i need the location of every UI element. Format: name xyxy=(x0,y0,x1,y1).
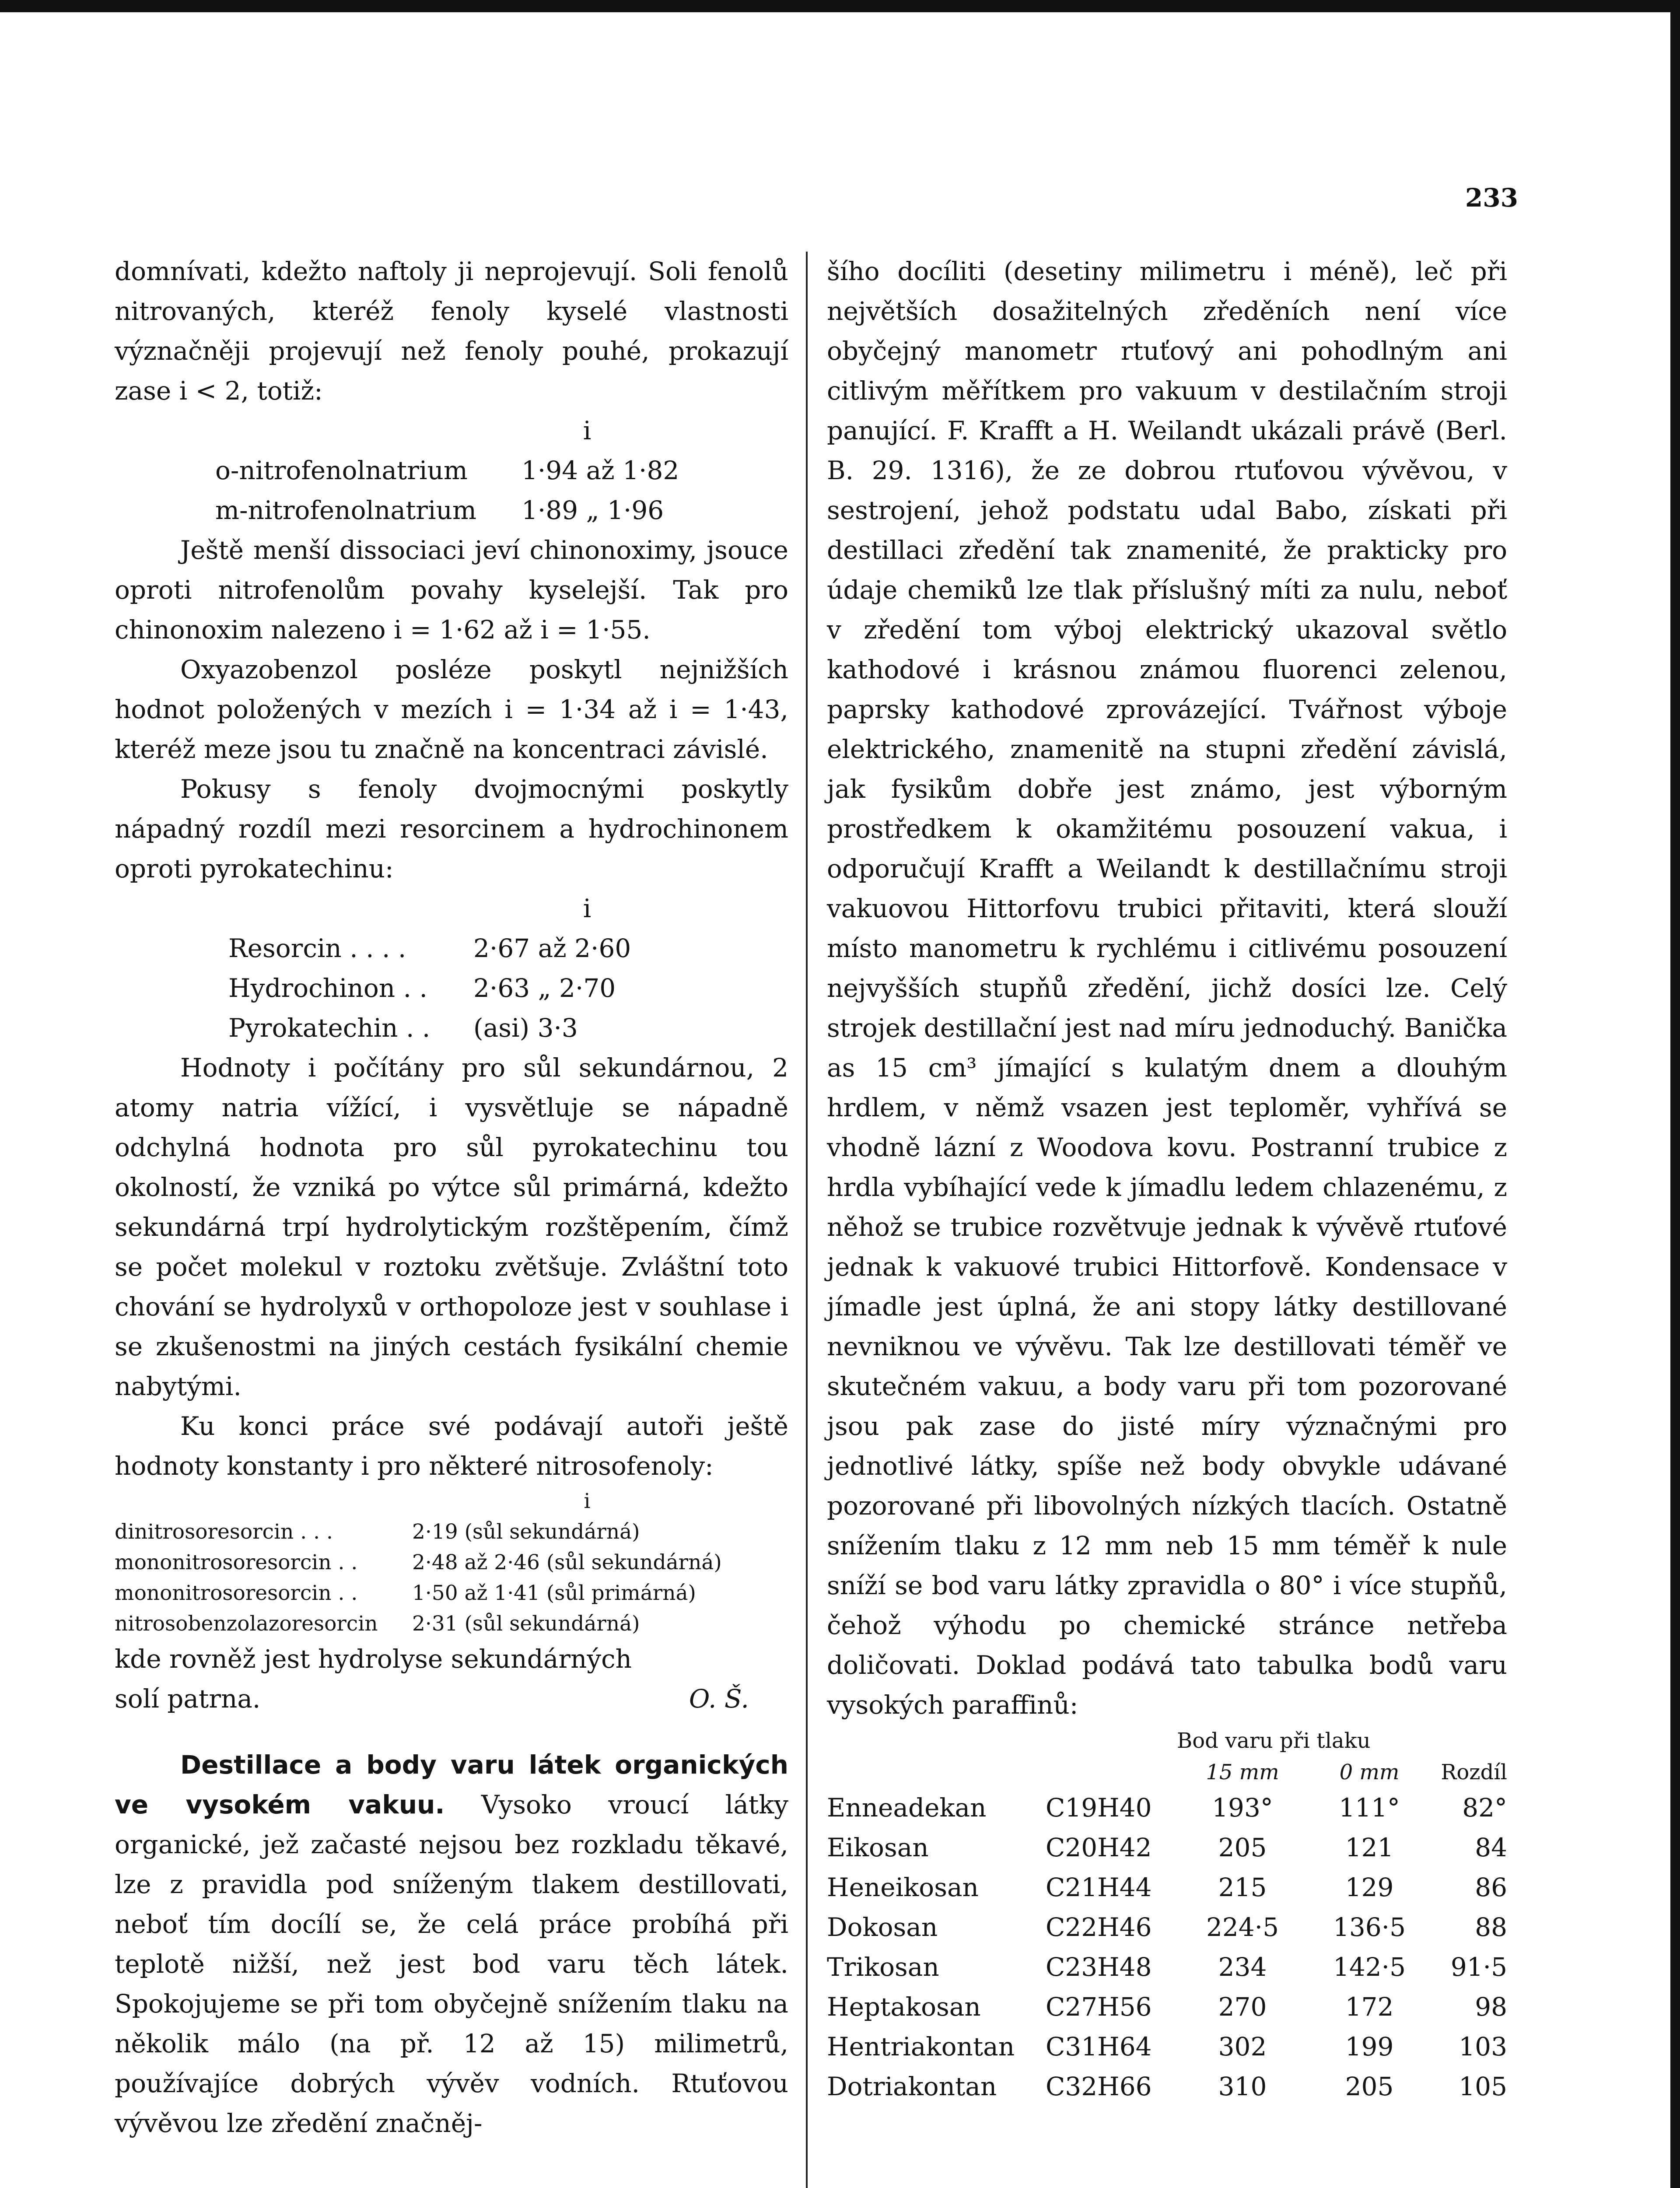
compound-formula: C23H48 xyxy=(1046,1952,1152,1982)
table-row xyxy=(228,968,788,1008)
bp-difference: 98 xyxy=(1475,1992,1507,2022)
compound-name: Hentriakontan xyxy=(827,2032,1015,2062)
row-label: m-nitrofenolnatrium xyxy=(215,495,476,525)
table-row xyxy=(215,451,788,491)
row-label: mononitrosoresorcin . . xyxy=(115,1550,358,1574)
left-column xyxy=(115,252,788,2143)
col-header-rozdil: Rozdíl xyxy=(1441,1760,1507,1785)
data-table xyxy=(115,1517,788,1639)
bp-difference: 105 xyxy=(1459,2072,1507,2101)
table-row xyxy=(827,1868,1507,1907)
paragraph: Ještě menší dissociaci jeví chinonoximy, jsouce oproti nitrofenolům povahy kyselejší. Tak pro chinonoxim nalezeno i = 1·62 až i = 1·55. xyxy=(115,535,788,645)
compound-formula: C21H44 xyxy=(1046,1872,1152,1902)
compound-name: Heptakosan xyxy=(827,1992,981,2022)
scan-edge-right xyxy=(1670,0,1680,2188)
compound-formula: C32H66 xyxy=(1046,2072,1152,2101)
row-value: 2·63 „ 2·70 xyxy=(473,973,616,1003)
bp-difference: 103 xyxy=(1459,2032,1507,2062)
bp-difference: 91·5 xyxy=(1450,1952,1507,1982)
row-value: 1·89 „ 1·96 xyxy=(522,495,664,525)
paragraph: Vysoko vroucí látky organické, jež začasté nejsou bez rozkladu těkavé, lze z pravidla pod sníženým tlakem destillovati, neboť tím docílí se, že celá práce probíhá při teplotě nižší, než jest bod varu těch látek. Spokojujeme se při tom obyčejně snížením tlaku na několik málo (na př. 12 až 15) milimetrů, používajíce dobrých vývěv vodních. Rtuťovou vývěvou lze zředění značněj- xyxy=(115,1790,789,2138)
bp-15mm: 302 xyxy=(1218,2032,1267,2062)
table-row xyxy=(228,1008,788,1048)
compound-formula: C31H64 xyxy=(1046,2032,1152,2062)
compound-name: Dotriakontan xyxy=(827,2072,997,2101)
table-row xyxy=(827,1987,1507,2027)
data-table xyxy=(115,929,788,1048)
bp-0mm: 172 xyxy=(1345,1992,1394,2022)
row-value: 1·50 až 1·41 (sůl primárná) xyxy=(412,1581,696,1605)
bp-15mm: 224·5 xyxy=(1206,1912,1279,1942)
compound-formula: C22H46 xyxy=(1046,1912,1152,1942)
table-row xyxy=(827,2027,1507,2067)
closing-line xyxy=(115,1639,788,1719)
paragraph: kde rovněž jest hydrolyse sekundárných solí patrna. xyxy=(115,1644,632,1714)
bp-difference: 86 xyxy=(1475,1872,1507,1902)
compound-name: Trikosan xyxy=(827,1952,939,1982)
bp-0mm: 205 xyxy=(1345,2072,1394,2101)
compound-formula: C20H42 xyxy=(1046,1833,1152,1862)
paragraph: šího docíliti (desetiny milimetru i méně), leč při největších dosažitelných zředěních není více obyčejný manometr rtuťový ani pohodlným ani citlivým měřítkem pro vakuum v destilačním stroji panující. F. Krafft a H. Weilandt ukázali právě (Berl. B. 29. 1316), že ze dobrou rtuťovou vývěvou, v sestrojení, jehož podstatu udal Babo, získati při destillaci zředění tak znamenité, že prakticky pro údaje chemiků lze tlak příslušný míti za nulu, neboť v zředění tom výboj elektrický ukazoval světlo kathodové i krásnou známou fluorenci zelenou, paprsky kathodové zprovázející. Tvářnost výboje elektrického, znamenitě na stupni zředění závislá, jak fysikům dobře jest známo, jest výborným prostředkem k okamžitému posouzení vakua, i odporučují Krafft a Weilandt k destillačnímu stroji vakuovou Hittorfovu trubici přitaviti, která slouží místo manometru k rychlému i citlivému posouzení nejvyšších stupňů zředění, jichž dosíci lze. Celý strojek destillační jest nad míru jednoduchý. Banička as 15 cm³ jímající s kulatým dnem a dlouhým hrdlem, v němž vsazen jest teploměr, vyhřívá se vhodně lázní z Woodova kovu. Postranní trubice z hrdla vybíhající vede k jímadlu ledem chlazenému, z něhož se trubice rozvětvuje jednak k vývěvě rtuťové jednak k vakuové trubici Hittorfově. Kondensace v jímadle jest úplná, že ani stopy látky destillované nevniknou ve vývěvu. Tak lze destillovati téměř ve skutečném vakuu, a body varu při tom pozorované jsou pak zase do jisté míry význačnými pro jednotlivé látky, spíše než body obvykle udávané pozorované při libovolných nízkých tlacích. Ostatně snížením tlaku z 12 mm neb 15 mm téměř k nule sníží se bod varu látky zpravidla o 80° i více stupňů, čehož výhodu po chemické stránce netřeba doličovati. Doklad podává tato tabulka bodů varu vysokých paraffinů: xyxy=(827,256,1507,1720)
col-header-0mm: 0 mm xyxy=(1339,1760,1400,1785)
table-row xyxy=(827,1828,1507,1868)
row-value: 2·31 (sůl sekundárná) xyxy=(412,1612,640,1636)
article-paragraph xyxy=(115,1745,788,2143)
table-row xyxy=(115,1578,788,1609)
bp-15mm: 310 xyxy=(1218,2072,1267,2101)
row-value: 2·48 až 2·46 (sůl sekundárná) xyxy=(412,1550,722,1574)
bp-0mm: 129 xyxy=(1345,1872,1394,1902)
data-table xyxy=(115,451,788,530)
compound-name: Eikosan xyxy=(827,1833,929,1862)
paragraph: Pokusy s fenoly dvojmocnými poskytly nápadný rozdíl mezi resorcinem a hydrochinonem oproti pyrokatechinu: xyxy=(115,774,788,884)
row-value: 2·67 až 2·60 xyxy=(473,933,631,963)
table-row xyxy=(228,929,788,968)
page-number: 233 xyxy=(1465,183,1518,213)
row-value: 2·19 (sůl sekundárná) xyxy=(412,1520,640,1544)
bp-difference: 82° xyxy=(1462,1793,1507,1823)
table-row xyxy=(115,1547,788,1578)
bp-0mm: 199 xyxy=(1345,2032,1394,2062)
row-value: (asi) 3·3 xyxy=(473,1013,578,1043)
table-header: i xyxy=(583,894,592,923)
bp-0mm: 121 xyxy=(1345,1833,1394,1862)
bp-15mm: 193° xyxy=(1212,1793,1273,1823)
bp-0mm: 136·5 xyxy=(1333,1912,1406,1942)
right-column xyxy=(827,252,1507,2107)
table-header-group: Bod varu při tlaku xyxy=(1177,1729,1371,1753)
table-row xyxy=(115,1517,788,1547)
paragraph: Hodnoty i počítány pro sůl sekundárnou, 2 atomy natria vížící, i vysvětluje se nápadně odchylná hodnota pro sůl pyrokatechinu tou okolností, že vzniká po výtce sůl primárná, kdežto sekundárná trpí hydrolytickým rozštěpením, čímž se počet molekul v roztoku zvětšuje. Zvláštní toto chování se hydrolyxů v orthopoloze jest v souhlase i se zkušenostmi na jiných cestách fysikální chemie nabytými. xyxy=(115,1053,788,1401)
compound-name: Dokosan xyxy=(827,1912,938,1942)
table-row xyxy=(827,1788,1507,1828)
bp-difference: 84 xyxy=(1475,1833,1507,1862)
compound-formula: C27H56 xyxy=(1046,1992,1152,2022)
article-heading: Destillace a body varu látek organických ve vysokém vakuu. xyxy=(115,1750,788,1820)
table-row xyxy=(827,2067,1507,2107)
bp-15mm: 270 xyxy=(1218,1992,1267,2022)
compound-name: Heneikosan xyxy=(827,1872,979,1902)
boiling-point-table xyxy=(827,1788,1507,2107)
table-header: i xyxy=(583,416,592,445)
column-divider xyxy=(806,252,808,2188)
header-spacer xyxy=(827,1757,1177,1788)
table-row xyxy=(827,1947,1507,1987)
paragraph: domnívati, kdežto naftoly ji neprojevují. Soli fenolů nitrovaných, kteréž fenoly kyselé vlastnosti význačněji projevují než fenoly pouhé, prokazují zase i < 2, totiž: xyxy=(115,256,788,406)
row-label: mononitrosoresorcin . . xyxy=(115,1581,358,1605)
col-header-15mm: 15 mm xyxy=(1206,1760,1279,1785)
author-signature: O. Š. xyxy=(689,1684,749,1714)
bp-15mm: 205 xyxy=(1218,1833,1267,1862)
table-header-row xyxy=(827,1757,1507,1788)
table-row xyxy=(115,1609,788,1639)
table-row xyxy=(215,491,788,530)
bp-15mm: 234 xyxy=(1218,1952,1267,1982)
row-label: Resorcin . . . . xyxy=(228,933,406,963)
compound-formula: C19H40 xyxy=(1046,1793,1152,1823)
row-label: nitrosobenzolazoresorcin xyxy=(115,1612,378,1636)
paragraph: Oxyazobenzol posléze poskytl nejnižších hodnot položených v mezích i = 1·34 až i = 1·43, kteréž meze jsou tu značně na koncentraci závislé. xyxy=(115,655,788,764)
paragraph: Ku konci práce své podávají autoři ještě hodnoty konstanty i pro některé nitrosofenoly: xyxy=(115,1411,788,1481)
table-row xyxy=(827,1907,1507,1947)
row-label: Hydrochinon . . xyxy=(228,973,427,1003)
bp-15mm: 215 xyxy=(1218,1872,1267,1902)
row-label: o-nitrofenolnatrium xyxy=(215,456,468,485)
compound-name: Enneadekan xyxy=(827,1793,987,1823)
bp-difference: 88 xyxy=(1475,1912,1507,1942)
bp-0mm: 111° xyxy=(1339,1793,1400,1823)
row-value: 1·94 až 1·82 xyxy=(522,456,679,485)
bp-0mm: 142·5 xyxy=(1333,1952,1406,1982)
table-header: i xyxy=(584,1489,591,1513)
scan-edge-top xyxy=(0,0,1680,12)
row-label: Pyrokatechin . . xyxy=(228,1013,430,1043)
row-label: dinitrosoresorcin . . . xyxy=(115,1520,333,1544)
